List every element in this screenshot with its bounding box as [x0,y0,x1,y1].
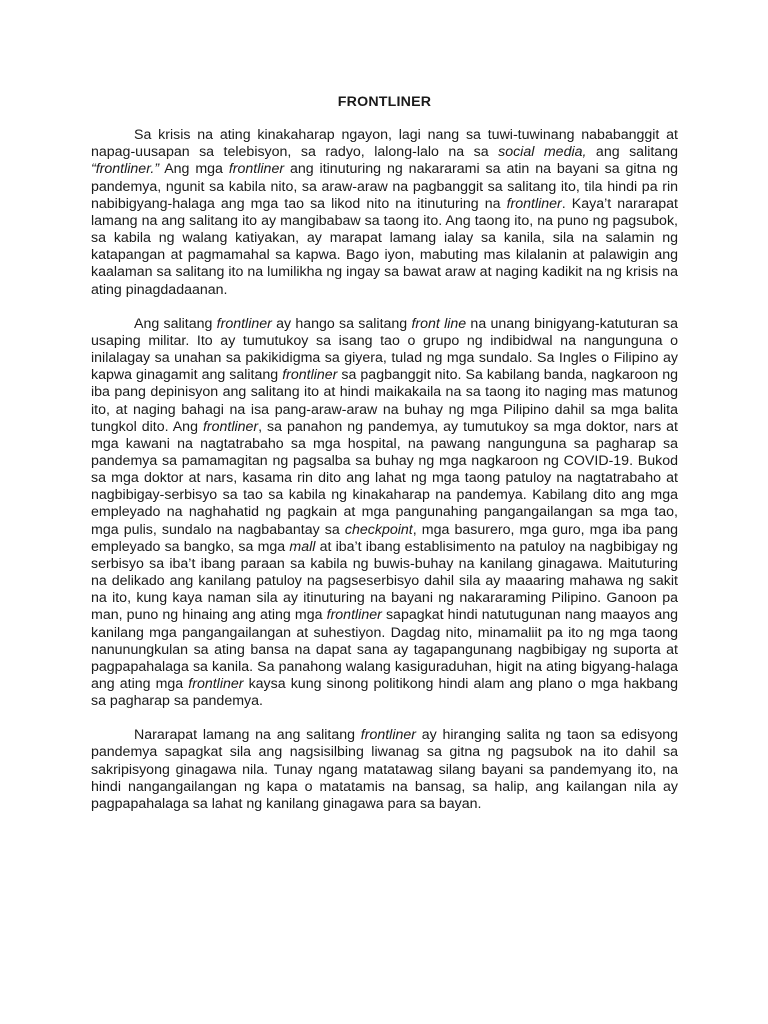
text-run: kaysa kung sinong politikong hindi alam ang plano o mga hakbang sa pagharap sa pandemya. [91,676,678,710]
text-run: Nararapat lamang na ang salitang [134,727,361,744]
italic-term: frontliner [216,315,272,332]
text-run: ang salitang [586,144,678,161]
italic-term: frontliner [360,727,416,744]
text-run: Ang mga [159,161,229,178]
italic-term: checkpoint [344,521,413,538]
document-body [91,94,678,830]
paragraph-2 [91,316,678,711]
text-run: . Kaya’t nararapat lamang na ang salitang ito ay mangibabaw sa taong ito. Ang taong ito, na puno ng pagsubok, sa kabila ng walang katiyakan, ay marapat lamang ialay sa kanila, sila na salamin ng katapangan at pagmamahal sa kapwa. Bago iyon, mabuting mas kilalanin at palawigin ang kaalaman sa salitang ito na lumilikha ng ingay sa bawat araw at naging kadikit na ng krisis na ating pinagdadaanan. [91,195,678,298]
italic-term: social media, [498,144,587,161]
text-run: , mga basurero, mga guro, mga iba pang empleyado sa bangko, sa mga [91,521,678,555]
text-run: ay hiranging salita ng taon sa edisyong pandemya sapagkat sila ang nagsisilbing liwanag sa gitna ng pagsubok na ito dahil sa sakripisyong ginagawa nila. Tunay ngang matatawag silang bayani sa pandemyang ito, na hindi nangangailangan ng kapa o matatamis na bansag, sa halip, ang kailangan nila ay pagpapahalaga sa lahat ng kanilang ginagawa para sa bayan. [91,727,678,812]
text-run: at iba’t ibang establisimento na patuloy na nagbibigay ng serbisyo sa iba’t ibang paraan sa kabila ng buwis-buhay na kanilang ginagawa. Maituturing na delikado ang kanilang patuloy na pagseserbisyo dahil sila ay maaaring mahawa ng sakit na ito, kung kaya naman sila ay itinuturing na bayani ng nakararaming Pilipino. Ganoon pa man, puno ng hinaing ang ating mga [91,538,678,624]
italic-term: frontliner [506,195,562,212]
text-run: Sa krisis na ating kinakaharap ngayon, lagi nang sa tuwi-tuwinang nababanggit at napag-uusapan sa telebisyon, sa radyo, lalong-lalo na sa [91,127,678,161]
paragraph-1 [91,127,678,299]
text-run: , sa panahon ng pandemya, ay tumutukoy sa mga doktor, nars at mga kawani na nagtatrabaho sa mga hospital, na pawang nangunguna sa pagharap sa pandemya sa pamamagitan ng pagsalba sa buhay ng mga nagkaroon ng COVID-19. Bukod sa mga doktor at nars, kasama rin dito ang lahat ng mga taong patuloy na nagtatrabaho at nagbibigay-serbisyo sa tao sa kabila ng kinakaharap na pandemya. Kabilang dito ang mga empleyado na naghahatid ng pagkain at mga pangunahing pangangailangan sa mga tao, mga pulis, sundalo na nagbabantay sa [91,418,678,538]
italic-term: frontliner [202,418,259,435]
paragraph-3 [91,727,678,813]
italic-term: “frontliner.” [91,161,160,178]
italic-term: front line [411,315,467,332]
text-run: ang itinuturing ng nakararami sa atin na bayani sa gitna ng pandemya, ngunit sa kabila nito, sa araw-araw na pagbanggit sa salitang ito, tila hindi pa rin nabibigyang-halaga ang mga tao sa likod nito na itinuturing na [91,161,678,212]
italic-term: mall [289,538,316,555]
italic-term: frontliner [228,161,285,178]
text-run: sa pagbanggit nito. Sa kabilang banda, nagkaroon ng iba pang depinisyon ang salitang ito at hindi maikakaila na sa taong ito naging mas matunog ito, at naging bahagi na isa pang-araw-araw na buhay ng mga Pilipino dahil sa mga balita tungkol dito. Ang [91,367,678,435]
text-run: ay hango sa salitang [271,315,412,332]
italic-term: frontliner [282,367,338,384]
italic-term: frontliner [188,676,244,692]
text-run: na unang binigyang-katuturan sa usaping militar. Ito ay tumutukoy sa isang tao o grupo ng indibidwal na nangunguna o inilalagay sa unahan sa pakikidigma sa giyera, tulad ng mga sundalo. Sa Ingles o Filipino ay kapwa ginagamit ang salitang [91,315,679,384]
text-run: Ang salitang [134,315,217,332]
text-run: sapagkat hindi natutugunan nang maayos ang kanilang mga pangangailangan at suhestiyon. Dagdag nito, minamaliit pa ito ng mga taong nanunungkulan sa ating bansa na dapat sana ay tagapangunang nagbibigay ng suporta at pagpapahalaga sa kanila. Sa panahong walang kasiguraduhan, higit na ating bigyang-halaga ang ating mga [91,607,678,692]
italic-term: frontliner [326,607,382,624]
document-title: FRONTLINER [337,94,432,110]
